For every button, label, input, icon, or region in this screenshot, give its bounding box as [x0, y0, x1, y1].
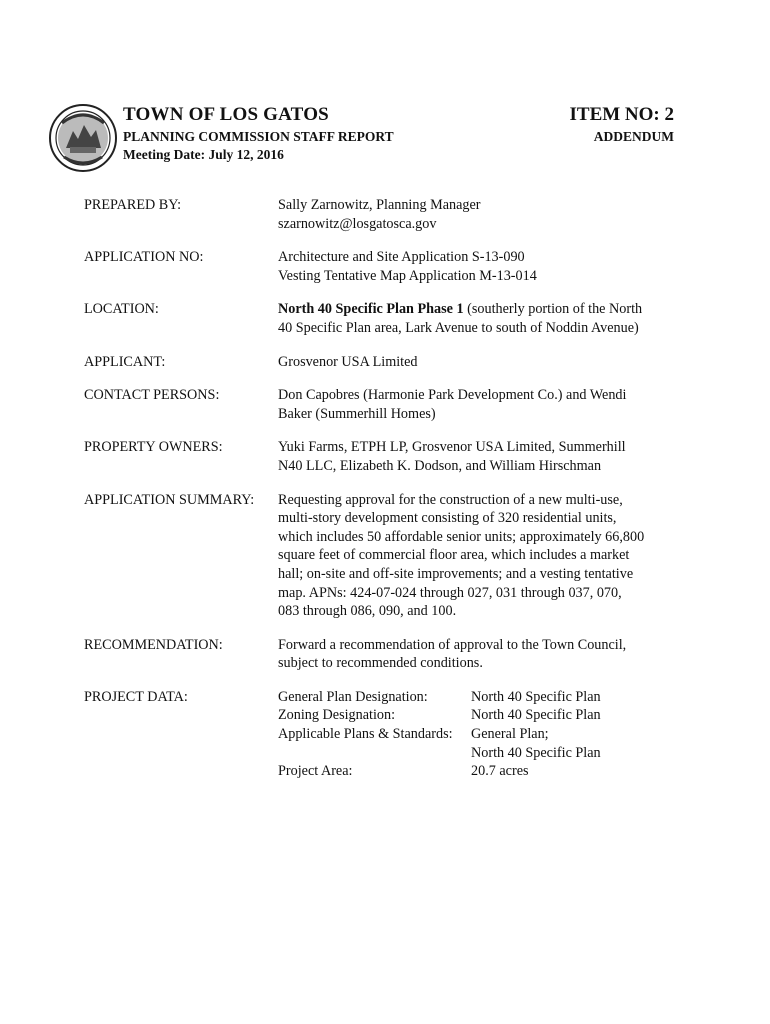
- applicant-value: Grosvenor USA Limited: [278, 353, 418, 370]
- application-no-row: [84, 248, 684, 285]
- project-data-key: Applicable Plans & Standards:: [278, 726, 453, 743]
- location-rest: (southerly portion of the North: [463, 301, 643, 318]
- summary-line: map. APNs: 424-07-024 through 027, 031 through 037, 070,: [278, 584, 622, 601]
- property-owners-value: [278, 438, 684, 475]
- summary-line: hall; on-site and off-site improvements; and a vesting tentative: [278, 565, 634, 582]
- contact-persons-line: Baker (Summerhill Homes): [278, 405, 436, 422]
- project-data-val: 20.7 acres: [471, 763, 529, 780]
- addendum-label: ADDENDUM: [593, 129, 674, 144]
- prepared-by-email: szarnowitz@losgatosca.gov: [278, 215, 437, 232]
- prepared-by-label: PREPARED BY:: [84, 197, 182, 213]
- town-name: TOWN OF LOS GATOS: [123, 104, 329, 125]
- applicant-row: [84, 353, 684, 372]
- location-bold: North 40 Specific Plan Phase 1: [278, 301, 464, 318]
- report-title: PLANNING COMMISSION STAFF REPORT: [123, 129, 394, 144]
- application-no-line: Vesting Tentative Map Application M-13-014: [278, 267, 537, 284]
- project-data-val: North 40 Specific Plan: [471, 707, 601, 724]
- recommendation-line: Forward a recommendation of approval to the Town Council,: [278, 636, 627, 653]
- project-data-row: [84, 688, 684, 781]
- project-data-label: PROJECT DATA:: [84, 688, 188, 705]
- summary-line: which includes 50 affordable senior units; approximately 66,800: [278, 528, 645, 545]
- application-no-value: [278, 248, 684, 285]
- prepared-by-value: [278, 196, 684, 233]
- town-seal-icon: [48, 103, 118, 173]
- summary-line: multi-story development consisting of 320 residential units,: [278, 510, 617, 527]
- summary-line: square feet of commercial floor area, which includes a market: [278, 547, 630, 564]
- header-left: [123, 104, 394, 164]
- recommendation-line: subject to recommended conditions.: [278, 655, 483, 672]
- item-number: ITEM NO: 2: [569, 104, 674, 125]
- property-owners-line: Yuki Farms, ETPH LP, Grosvenor USA Limited, Summerhill: [278, 439, 626, 456]
- contact-persons-label: CONTACT PERSONS:: [84, 387, 220, 404]
- location-label: LOCATION:: [84, 301, 159, 318]
- header-right: [570, 104, 675, 146]
- application-summary-row: [84, 491, 684, 621]
- recommendation-row: [84, 636, 684, 673]
- project-data-key: General Plan Designation:: [278, 688, 428, 705]
- applicant-label: APPLICANT:: [84, 353, 166, 370]
- meeting-date: Meeting Date: July 12, 2016: [123, 147, 284, 162]
- project-data-val: North 40 Specific Plan: [471, 744, 601, 761]
- property-owners-line: N40 LLC, Elizabeth K. Dodson, and William Hirschman: [278, 457, 602, 474]
- project-data-value: [278, 688, 684, 781]
- recommendation-value: [278, 636, 684, 673]
- application-summary-label: APPLICATION SUMMARY:: [84, 491, 255, 508]
- project-data-key: Project Area:: [278, 763, 353, 780]
- project-data-val: North 40 Specific Plan: [471, 688, 601, 705]
- prepared-by-name: Sally Zarnowitz, Planning Manager: [278, 197, 481, 213]
- project-data-val: General Plan;: [471, 726, 549, 743]
- prepared-by-row: [84, 196, 684, 233]
- location-row: [84, 300, 684, 337]
- contact-persons-row: [84, 386, 684, 423]
- property-owners-row: [84, 438, 684, 475]
- summary-line: Requesting approval for the construction of a new multi-use,: [278, 491, 623, 508]
- contact-persons-value: [278, 386, 684, 423]
- application-no-label: APPLICATION NO:: [84, 249, 204, 266]
- summary-line: 083 through 086, 090, and 100.: [278, 603, 457, 620]
- property-owners-label: PROPERTY OWNERS:: [84, 439, 223, 456]
- project-data-key: Zoning Designation:: [278, 707, 396, 724]
- report-fields: [84, 196, 684, 781]
- project-data-table: [278, 688, 684, 781]
- location-value: [278, 300, 684, 337]
- application-no-line: Architecture and Site Application S-13-090: [278, 249, 525, 266]
- project-data-key: [278, 744, 471, 763]
- location-line: 40 Specific Plan area, Lark Avenue to south of Noddin Avenue): [278, 319, 639, 336]
- contact-persons-line: Don Capobres (Harmonie Park Development Co.) and Wendi: [278, 387, 627, 404]
- application-summary-value: [278, 491, 684, 621]
- recommendation-label: RECOMMENDATION:: [84, 636, 223, 653]
